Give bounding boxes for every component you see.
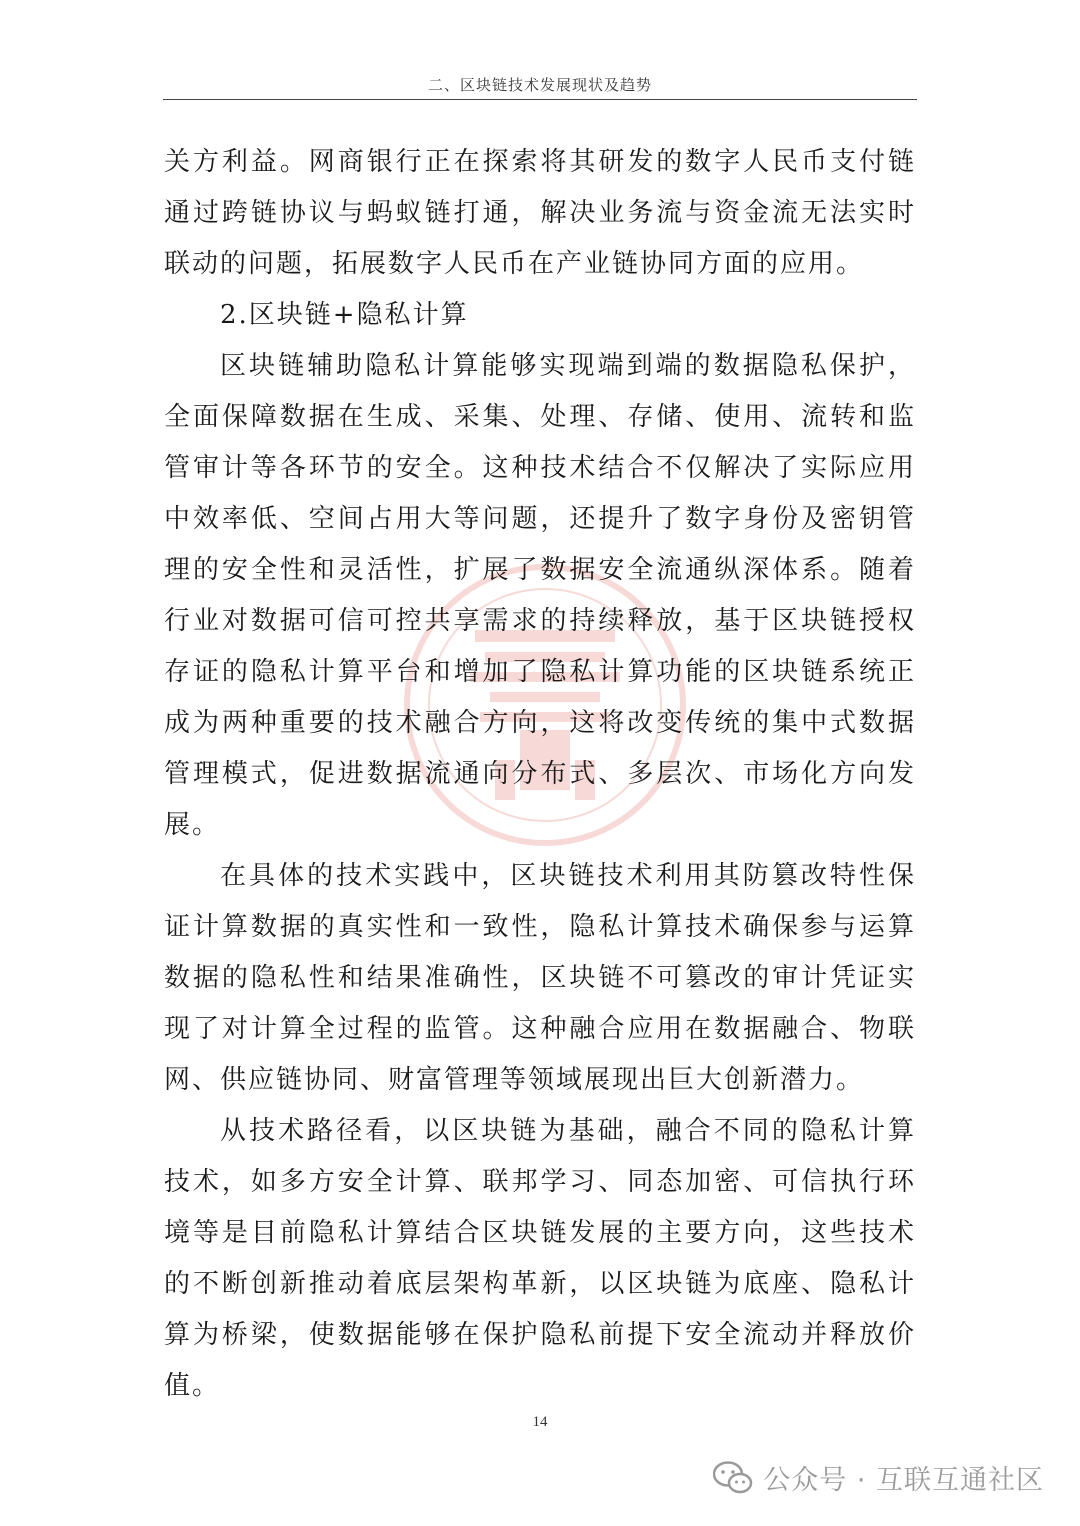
wechat-icon (713, 1461, 753, 1495)
header-divider (163, 99, 917, 100)
paragraph: 关方利益。网商银行正在探索将其研发的数字人民币支付链通过跨链协议与蚂蚁链打通，解决业务流与资金流无法实时联动的问题，拓展数字人民币在产业链协同方面的应用。 (164, 147, 916, 279)
running-header: 二、区块链技术发展现状及趋势 (427, 76, 652, 94)
paragraph: 从技术路径看，以区块链为基础，融合不同的隐私计算技术，如多方安全计算、联邦学习、同态加密、可信执行环境等是目前隐私计算结合区块链发展的主要方向，这些技术的不断创新推动着底层架构革新，以区块链为底座、隐私计算为桥梁，使数据能够在保护隐私前提下安全流动并释放价值。 (164, 1116, 916, 1401)
wechat-watermark (713, 1458, 1044, 1497)
paragraph: 在具体的技术实践中，区块链技术利用其防篡改特性保证计算数据的真实性和一致性，隐私计算技术确保参与运算数据的隐私性和结果准确性，区块链不可篡改的审计凭证实现了对计算全过程的监管。这种融合应用在数据融合、物联网、供应链协同、财富管理等领域展现出巨大创新潜力。 (164, 861, 916, 1095)
section-heading: 2.区块链+隐私计算 (220, 300, 469, 330)
watermark-text: 公众号 · 互联互通社区 (763, 1465, 1044, 1496)
page-number: 14 (532, 1414, 548, 1430)
paragraph: 区块链辅助隐私计算能够实现端到端的数据隐私保护，全面保障数据在生成、采集、处理、存储、使用、流转和监管审计等各环节的安全。这种技术结合不仅解决了实际应用中效率低、空间占用大等问题，还提升了数字身份及密钥管理的安全性和灵活性，扩展了数据安全流通纵深体系。随着行业对数据可信可控共享需求的持续释放，基于区块链授权存证的隐私计算平台和增加了隐私计算功能的区块链系统正成为两种重要的技术融合方向，这将改变传统的集中式数据管理模式，促进数据流通向分布式、多层次、市场化方向发展。 (164, 351, 916, 840)
document-body (164, 137, 916, 1412)
